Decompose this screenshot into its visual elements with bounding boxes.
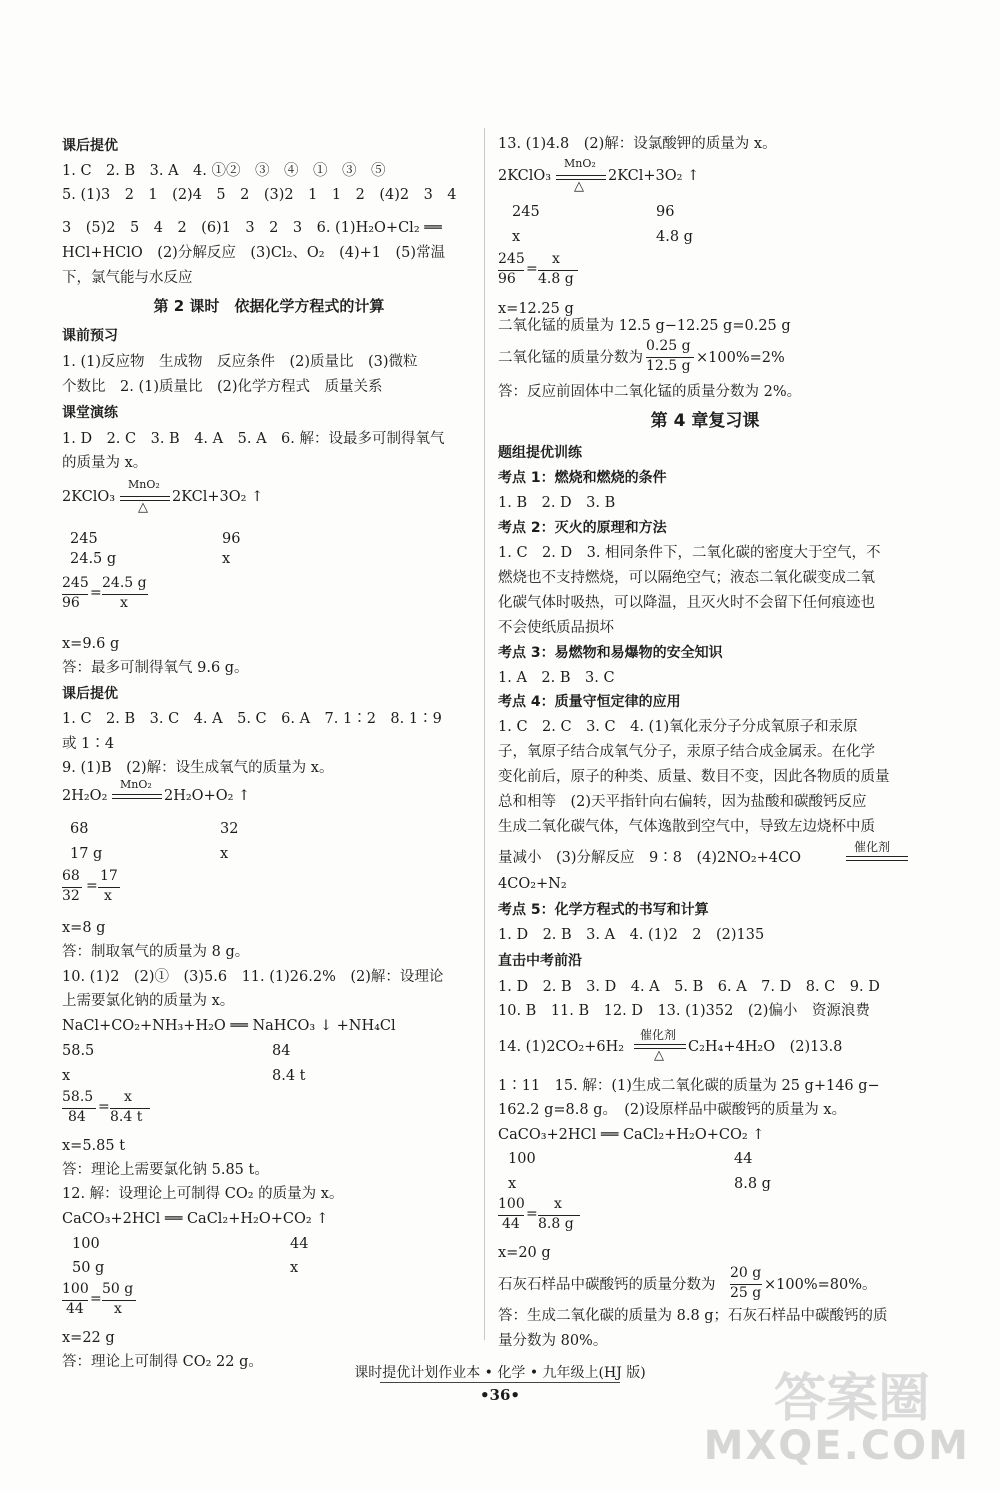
watermark-logo-text: 答案圈	[773, 1369, 930, 1429]
answer-line: 1. A 2. B 3. C	[498, 670, 615, 686]
section-heading: 题组提优训练	[498, 445, 582, 461]
answer-line: 个数比 2. (1)质量比 (2)化学方程式 质量关系	[62, 379, 383, 395]
answer-line: 3 (5)2 5 4 2 (6)1 3 2 3 6. (1)H₂O+Cl₂ ══	[62, 220, 442, 236]
answer-line: x=9.6 g	[62, 636, 120, 652]
catalyst-label: 催化剂	[854, 840, 891, 854]
answer-line: 1. D 2. C 3. B 4. A 5. A 6. 解：设最多可制得氧气	[62, 431, 445, 447]
answer-line: 1. C 2. B 3. A 4. ①② ③ ④ ① ③ ⑤	[62, 163, 386, 179]
answer-line: 1∶11 15. 解：(1)生成二氧化碳的质量为 25 g+146 g−	[498, 1078, 880, 1094]
book-title-footer: 课时提优计划作业本 • 化学 • 九年级上(HJ 版)	[354, 1365, 646, 1381]
answer-line: 答：理论上需要氯化钠 5.85 t。	[62, 1162, 269, 1178]
heat-symbol: △	[138, 500, 148, 515]
answer-line: 4CO₂+N₂	[498, 876, 567, 892]
answer-line: 1. C 2. D 3. 相同条件下，二氧化碳的密度大于空气，不	[498, 545, 881, 561]
answer-line: 13. (1)4.8 (2)解：设氯酸钾的质量为 x。	[498, 136, 777, 152]
answer-line: x=8 g	[62, 920, 106, 936]
answer-line: 化碳气体时吸热，可以降温，且灭火时不会留下任何痕迹也	[498, 595, 875, 611]
answer-line: 总和相等 (2)天平指针向右偏转，因为盐酸和碳酸钙反应	[498, 794, 867, 810]
answer-line: 答：制取氧气的质量为 8 g。	[62, 944, 250, 960]
answer-line: x=5.85 t	[62, 1138, 126, 1154]
answer-line: 1. B 2. D 3. B	[498, 495, 616, 511]
answer-line: 二氧化锰的质量为 12.5 g−12.25 g=0.25 g	[498, 318, 791, 334]
topic-heading: 考点 3：易燃物和易爆物的安全知识	[498, 645, 723, 661]
column-divider	[484, 128, 485, 1340]
watermark-logo	[670, 1369, 970, 1469]
topic-heading: 考点 4：质量守恒定律的应用	[498, 694, 681, 710]
section-heading: 课后提优	[62, 138, 118, 154]
answer-line: 答：反应前固体中二氧化锰的质量分数为 2%。	[498, 384, 802, 400]
answer-line: 9. (1)B (2)解：设生成氧气的质量为 x。	[62, 760, 334, 776]
reaction-arrow	[112, 794, 162, 799]
answer-line: 1. (1)反应物 生成物 反应条件 (2)质量比 (3)微粒	[62, 354, 418, 370]
section-heading: 直击中考前沿	[498, 953, 582, 969]
answer-line: 1. C 2. B 3. C 4. A 5. C 6. A 7. 1∶2 8. 1∶9	[62, 711, 442, 727]
heat-symbol: △	[654, 1048, 664, 1063]
answer-line: 162.2 g=8.8 g。 (2)设原样品中碳酸钙的质量为 x。	[498, 1102, 847, 1118]
catalyst-label: MnO₂	[128, 478, 160, 491]
answer-line: 不会使纸质品损坏	[498, 620, 614, 636]
answer-line: x=12.25 g	[498, 301, 574, 317]
catalyst-label: MnO₂	[120, 778, 152, 791]
answer-line: 上需要氯化钠的质量为 x。	[62, 993, 235, 1009]
chemical-equation: CaCO₃+2HCl ══ CaCl₂+H₂O+CO₂ ↑	[62, 1211, 329, 1227]
answer-line: 1. D 2. B 3. A 4. (1)2 2 (2)135	[498, 927, 765, 943]
answer-line: 10. B 11. B 12. D 13. (1)352 (2)偏小 资源浪费	[498, 1003, 870, 1019]
answer-line: 变化前后，原子的种类、质量、数目不变，因此各物质的质量	[498, 769, 890, 785]
answer-line: 答：生成二氧化碳的质量为 8.8 g；石灰石样品中碳酸钙的质	[498, 1308, 888, 1324]
section-heading: 课后提优	[62, 686, 118, 702]
page-number: •36•	[479, 1386, 521, 1404]
answer-line: 生成二氧化碳气体，气体逸散到空气中，导致左边烧杯中质	[498, 819, 875, 835]
answer-line: 下，氯气能与水反应	[62, 270, 193, 286]
topic-heading: 考点 2：灭火的原理和方法	[498, 520, 667, 536]
chemical-equation: CaCO₃+2HCl ══ CaCl₂+H₂O+CO₂ ↑	[498, 1127, 765, 1143]
lesson-title: 第 2 课时 依据化学方程式的计算	[153, 297, 385, 315]
answer-line: 量分数为 80%。	[498, 1333, 608, 1349]
answer-line: 1. C 2. C 3. C 4. (1)氧化汞分子分成氧原子和汞原	[498, 719, 858, 735]
answer-line: 5. (1)3 2 1 (2)4 5 2 (3)2 1 1 2 (4)2 3 4	[62, 187, 457, 203]
topic-heading: 考点 5：化学方程式的书写和计算	[498, 902, 709, 918]
footer-rule	[380, 1382, 620, 1383]
chapter-title: 第 4 章复习课	[650, 411, 760, 431]
answer-line: 燃烧也不支持燃烧，可以隔绝空气；液态二氧化碳变成二氧	[498, 570, 875, 586]
answer-line: 1. D 2. B 3. D 4. A 5. B 6. A 7. D 8. C 9. D	[498, 979, 880, 995]
watermark-site-text: MXQE.COM	[703, 1423, 970, 1469]
answer-line: 答：最多可制得氧气 9.6 g。	[62, 660, 249, 676]
heat-symbol: △	[574, 179, 584, 194]
answer-line: 10. (1)2 (2)① (3)5.6 11. (1)26.2% (2)解：设理论	[62, 969, 444, 985]
section-heading: 课前预习	[62, 328, 118, 344]
answer-line: 子，氧原子结合成氧气分子，汞原子结合成金属汞。在化学	[498, 744, 875, 760]
answer-line: 12. 解：设理论上可制得 CO₂ 的质量为 x。	[62, 1186, 344, 1202]
answer-line: x=20 g	[498, 1245, 551, 1261]
section-heading: 课堂演练	[62, 405, 118, 421]
answer-line: HCl+HClO (2)分解反应 (3)Cl₂、O₂ (4)+1 (5)常温	[62, 245, 446, 261]
reaction-arrow	[846, 856, 908, 861]
answer-line: 的质量为 x。	[62, 455, 148, 471]
topic-heading: 考点 1：燃烧和燃烧的条件	[498, 470, 667, 486]
answer-line: 答：理论上可制得 CO₂ 22 g。	[62, 1354, 263, 1370]
answer-line: x=22 g	[62, 1330, 115, 1346]
catalyst-label: 催化剂	[640, 1028, 677, 1042]
answer-line: 或 1∶4	[62, 736, 115, 752]
catalyst-label: MnO₂	[564, 157, 596, 170]
chemical-equation: NaCl+CO₂+NH₃+H₂O ══ NaHCO₃ ↓ +NH₄Cl	[62, 1018, 396, 1034]
